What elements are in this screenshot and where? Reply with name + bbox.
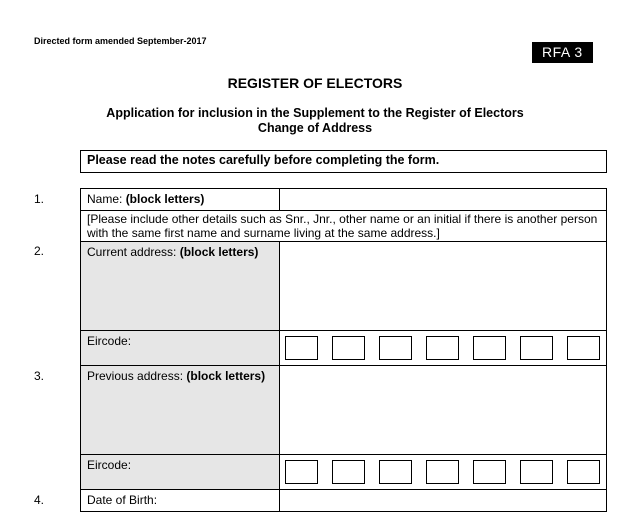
current-eircode-box-3[interactable] — [379, 336, 412, 360]
amended-note: Directed form amended September-2017 — [34, 36, 207, 46]
previous-address-label-cell — [80, 365, 280, 455]
current-eircode-box-2[interactable] — [332, 336, 365, 360]
dob-label-cell — [80, 489, 280, 512]
name-note: [Please include other details such as Snr., Jnr., other name or an initial if there is another person with the same first name and surname living at the same address.] — [80, 210, 607, 242]
previous-eircode-box-3[interactable] — [379, 460, 412, 484]
section-1-number: 1. — [34, 192, 45, 206]
page-title: REGISTER OF ELECTORS — [227, 75, 403, 91]
current-address-label-hint: (block letters) — [179, 245, 259, 259]
current-eircode-box-5[interactable] — [473, 336, 506, 360]
previous-eircode-row — [279, 454, 607, 490]
section-4-number: 4. — [34, 493, 45, 507]
dob-label: Date of Birth: — [87, 493, 158, 507]
dob-input[interactable] — [279, 489, 607, 512]
previous-eircode-box-2[interactable] — [332, 460, 365, 484]
section-2-number: 2. — [34, 244, 45, 258]
previous-eircode-box-7[interactable] — [567, 460, 600, 484]
current-eircode-label: Eircode: — [87, 334, 132, 348]
current-eircode-row — [279, 330, 607, 366]
subtitle-line1: Application for inclusion in the Supplement to the Register of Electors — [106, 106, 524, 120]
previous-address-input[interactable] — [279, 365, 607, 455]
name-label: Name: — [87, 192, 126, 206]
current-eircode-box-7[interactable] — [567, 336, 600, 360]
name-label-hint: (block letters) — [125, 192, 205, 206]
previous-eircode-box-1[interactable] — [285, 460, 318, 484]
subtitle-line2: Change of Address — [257, 121, 373, 135]
current-eircode-label-cell — [80, 330, 280, 366]
previous-eircode-label: Eircode: — [87, 458, 132, 472]
current-address-label: Current address: — [87, 245, 180, 259]
current-eircode-box-4[interactable] — [426, 336, 459, 360]
current-address-label-cell — [80, 241, 280, 331]
previous-eircode-box-4[interactable] — [426, 460, 459, 484]
name-label-cell — [80, 188, 280, 211]
previous-eircode-label-cell — [80, 454, 280, 490]
name-input[interactable] — [279, 188, 607, 211]
form-code-badge: RFA 3 — [532, 42, 593, 63]
notice-box: Please read the notes carefully before completing the form. — [80, 150, 607, 173]
previous-address-label: Previous address: — [87, 369, 187, 383]
current-eircode-box-6[interactable] — [520, 336, 553, 360]
previous-eircode-box-5[interactable] — [473, 460, 506, 484]
current-address-input[interactable] — [279, 241, 607, 331]
section-3-number: 3. — [34, 369, 45, 383]
current-eircode-box-1[interactable] — [285, 336, 318, 360]
previous-eircode-box-6[interactable] — [520, 460, 553, 484]
previous-address-label-hint: (block letters) — [186, 369, 266, 383]
